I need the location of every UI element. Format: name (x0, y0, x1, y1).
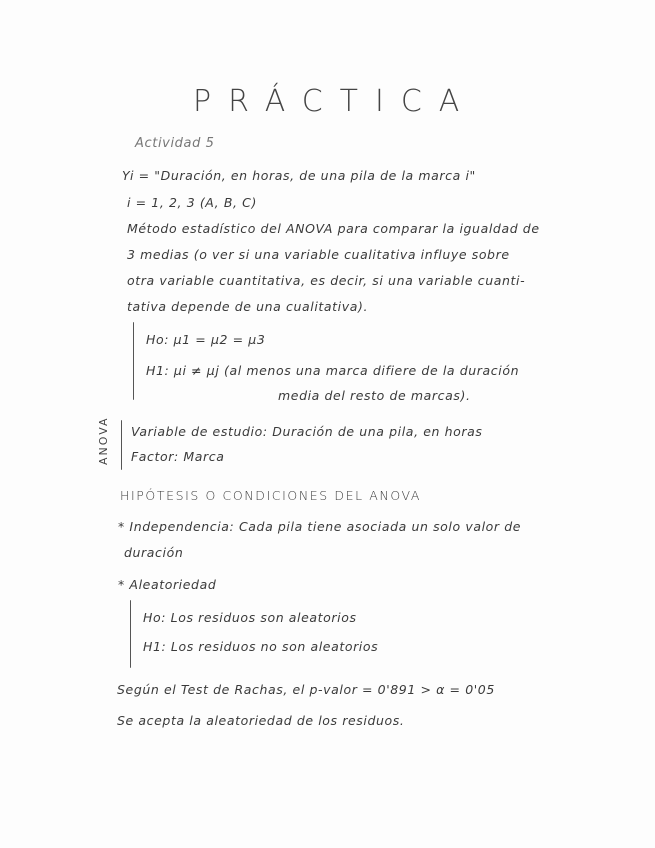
test-result: Según el Test de Rachas, el p-valor = 0'891 > α = 0'05 (117, 682, 495, 697)
conditions-heading: HIPÓTESIS O CONDICIONES DEL ANOVA (120, 488, 422, 503)
page-title: PRÁCTICA (193, 84, 477, 119)
text-line: i = 1, 2, 3 (A, B, C) (127, 195, 257, 210)
anova-side-label: ANOVA (97, 416, 110, 465)
randomness-h0: Ho: Los residuos son aleatorios (143, 610, 357, 625)
text-line: Yi = "Duración, en horas, de una pila de la marca i" (122, 168, 476, 183)
randomness-h1: H1: Los residuos no son aleatorios (143, 639, 379, 654)
activity-heading: Actividad 5 (135, 136, 215, 151)
study-variable: Variable de estudio: Duración de una pila, en horas (131, 424, 483, 439)
alt-hypothesis-cont: media del resto de marcas). (278, 388, 471, 403)
randomness-item: * Aleatoriedad (118, 577, 217, 592)
text-line: tativa depende de una cualitativa). (127, 299, 369, 314)
null-hypothesis: Ho: μ1 = μ2 = μ3 (146, 332, 266, 347)
text-line: 3 medias (o ver si una variable cualitativa influye sobre (127, 247, 510, 262)
hypotheses-brace (133, 322, 134, 400)
text-line: otra variable cuantitativa, es decir, si una variable cuanti- (127, 273, 526, 288)
randomness-brace (130, 600, 131, 668)
factor: Factor: Marca (131, 449, 225, 464)
conclusion: Se acepta la aleatoriedad de los residuos. (117, 713, 405, 728)
alt-hypothesis: H1: μi ≠ μj (al menos una marca difiere de la duración (146, 363, 520, 378)
text-line: Método estadístico del ANOVA para comparar la igualdad de (127, 221, 540, 236)
anova-brace (121, 420, 122, 470)
independence-cont: duración (124, 545, 184, 560)
independence-item: * Independencia: Cada pila tiene asociada un solo valor de (118, 519, 522, 534)
